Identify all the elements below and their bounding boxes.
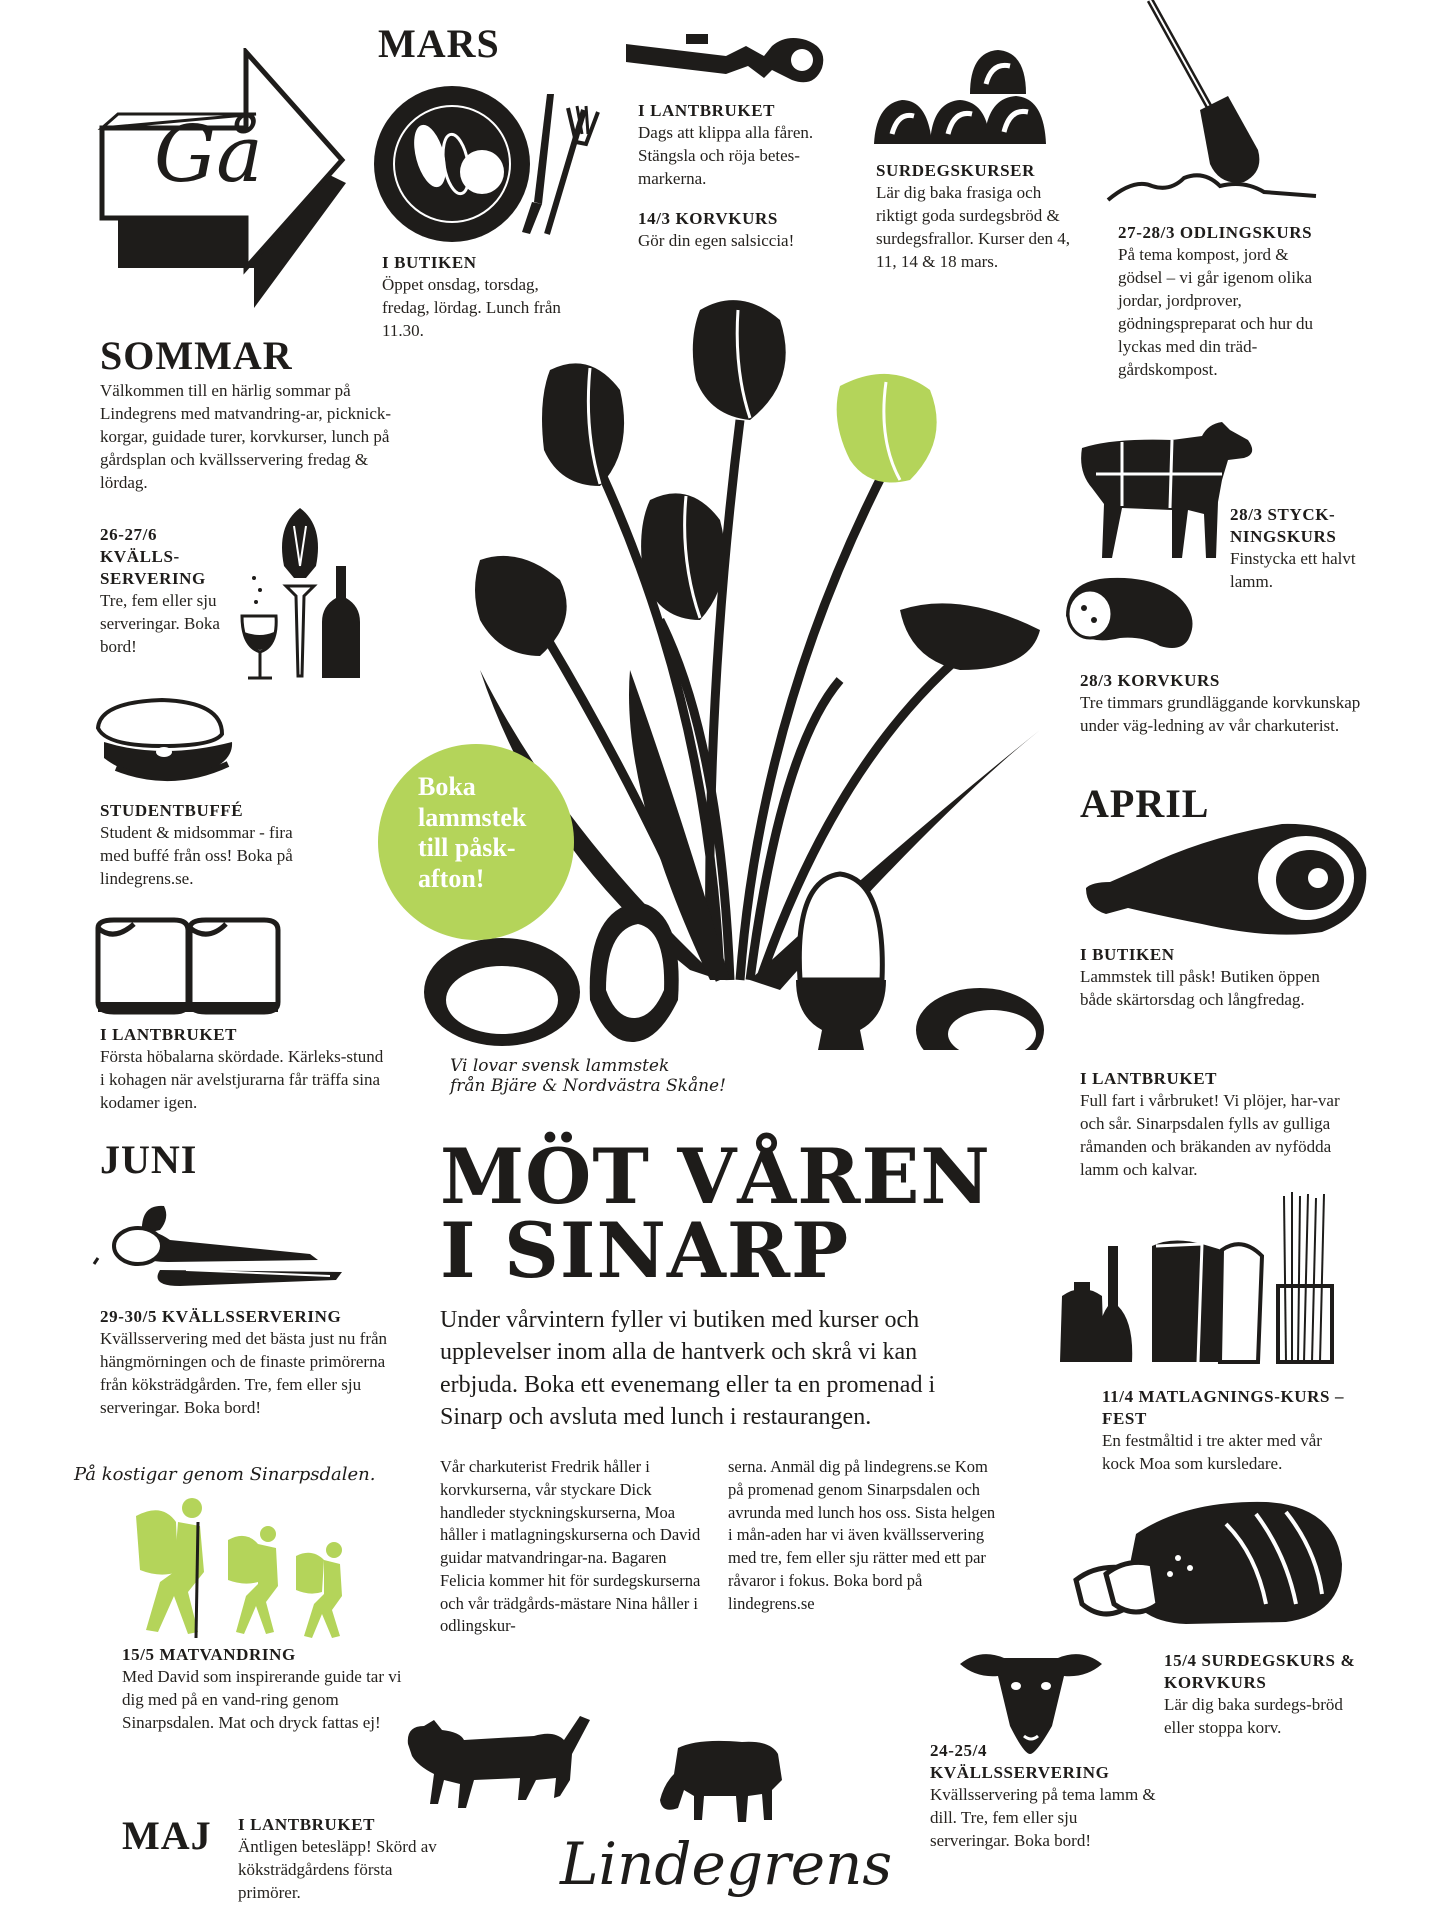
hay-bales-icon — [94, 916, 284, 1016]
event-text: Första höbalarna skördade. Kärleks-stund i kohagen när avelstjurarna får träffa sina kodamer igen. — [100, 1047, 384, 1112]
sommar-intro-text: Välkommen till en härlig sommar på Lindegrens med matvandring-ar, picknick-korgar, guidade turer, korvkurser, lunch på gårdsplan och kvällsservering fredag & lördag. — [100, 381, 392, 492]
event-title: 27-28/3 ODLINGSKURS — [1118, 223, 1313, 242]
bread-loaf-icon — [1066, 1494, 1346, 1634]
event-text: Gör din egen salsiccia! — [638, 231, 795, 251]
go-sign-text: Gå — [154, 110, 263, 200]
event-title: I LANTBRUKET — [100, 1025, 238, 1044]
event-mars-lantbruk — [638, 100, 838, 191]
plate-cutlery-icon — [372, 84, 612, 254]
event-kvallsservering-29-30-5 — [100, 1306, 400, 1420]
tulip-caption-line-2: från Bjäre & Nordvästra Skåne! — [450, 1076, 726, 1096]
event-text: Finstycka ett halvt lamm. — [1230, 549, 1356, 592]
event-title: 26-27/6 KVÄLLS-SERVERING — [100, 525, 206, 589]
event-text: Tre, fem eller sju serveringar. Boka bord! — [100, 591, 220, 657]
event-text: Lär dig baka surdegs-bröd eller stoppa korv. — [1164, 1695, 1343, 1738]
event-matlagningskurs — [1102, 1386, 1352, 1476]
event-text: På tema kompost, jord & gödsel – vi går igenom olika jordar, jordprover, gödningspreparat och hur du lyckas med din träd-gårdskompost. — [1118, 245, 1313, 379]
event-text: Äntligen betesläpp! Skörd av köksträdgårdens första primörer. — [238, 1837, 437, 1902]
month-april: APRIL — [1080, 781, 1210, 826]
event-surdegskurser — [876, 160, 1081, 274]
hero-title-line-1: MÖT VÅREN — [440, 1132, 991, 1221]
event-korvkurs-28-3 — [1080, 670, 1370, 738]
event-april-lantbruk — [1080, 1068, 1360, 1182]
event-title: 28/3 KORVKURS — [1080, 671, 1220, 690]
event-text: Full fart i vårbruket! Vi plöjer, har-var och sår. Sinarpsdalen fylls av gulliga råmanden och bräkanden av nyfödda lamm och kalvar. — [1080, 1091, 1340, 1179]
lammstek-badge-text: Boka lammstek till påsk-afton! — [418, 772, 527, 894]
event-surdegskurs-korvkurs — [1164, 1650, 1364, 1740]
wine-glass-bottle-icon — [236, 506, 366, 682]
event-text: Lammstek till påsk! Butiken öppen både skärtorsdag och långfredag. — [1080, 967, 1320, 1010]
shovel-icon — [1104, 0, 1324, 206]
kitchen-items-icon — [1052, 1186, 1342, 1372]
event-kvallsservering-26-27-6 — [100, 524, 240, 659]
event-text: Dags att klippa alla fåren. Stängsla och röja betes-markerna. — [638, 123, 814, 188]
hero-intro: Under vårvintern fyller vi butiken med kurser och upplevelser inom alla de hantverk och skrå vi kan erbjuda. Boka ett evenemang eller ta en promenad i Sinarp och avsluta med lunch i restaurangen. — [440, 1307, 936, 1431]
hero-column-1: Vår charkuterist Fredrik håller i korvkurserna, vår styckare Dick handleder styckningskurserna, Moa håller i matlagningskurserna och David guidar matvandringar-na. Bagaren Felicia kommer hit för surdegskurserna och vår trädgårds-mästare Nina håller i odlingskur- — [440, 1457, 701, 1636]
tulip-caption-line-1: Vi lovar svensk lammstek — [450, 1056, 670, 1076]
event-title: I LANTBRUKET — [238, 1815, 376, 1834]
event-text: Student & midsommar - fira med buffé från oss! Boka på lindegrens.se. — [100, 823, 293, 888]
event-odlingskurs — [1118, 222, 1333, 382]
sommar-intro — [100, 380, 392, 495]
event-styckningskurs — [1230, 504, 1380, 594]
event-text: Med David som inspirerande guide tar vi dig med på en vand-ring genom Sinarpsdalen. Mat och dryck fattas ej! — [122, 1667, 402, 1732]
month-maj: MAJ — [122, 1813, 212, 1858]
cow-icon — [658, 1734, 788, 1834]
month-juni: JUNI — [100, 1137, 198, 1182]
event-title: SURDEGSKURSER — [876, 161, 1035, 180]
sausage-icon — [1060, 574, 1200, 654]
event-title: 14/3 KORVKURS — [638, 209, 778, 228]
event-text: Kvällsservering med det bästa just nu från hängmörningen och de finaste primörerna från köksträdgården. Tre, fem eller sju serveringar. Boka bord! — [100, 1329, 388, 1417]
event-title: I LANTBRUKET — [1080, 1069, 1218, 1088]
event-maj-lantbruk — [238, 1814, 438, 1905]
event-studentbuffe — [100, 800, 310, 891]
event-lantbruk-juni — [100, 1024, 390, 1115]
month-mars: MARS — [378, 21, 500, 66]
event-title: STUDENTBUFFÉ — [100, 801, 244, 820]
hero-title — [440, 1132, 1040, 1296]
event-text: Öppet onsdag, torsdag, fredag, lördag. Lunch från 11.30. — [382, 275, 561, 340]
student-cap-icon — [92, 698, 242, 786]
month-sommar: SOMMAR — [100, 333, 293, 378]
event-april-butik — [1080, 944, 1350, 1012]
event-text: En festmåltid i tre akter med vår kock Moa som kursledare. — [1102, 1431, 1322, 1474]
hero-column-2: serna. Anmäl dig på lindegrens.se Kom på promenad genom Sinarpsdalen och avrunda med lunch hos oss. Sista helgen i mån-aden har vi även kvällsservering med tre, fem eller sju rätter med ett par råvaror i fokus. Boka bord på lindegrens.se — [728, 1457, 996, 1613]
lindegrens-logo: Lindegrens — [560, 1830, 893, 1898]
event-title: 15/4 SURDEGSKURS & KORVKURS — [1164, 1651, 1356, 1693]
event-title: I LANTBRUKET — [638, 101, 776, 120]
event-text: Lär dig baka frasiga och riktigt goda surdegsbröd & surdegsfrallor. Kurser den 4, 11, 14 & 18 mars. — [876, 183, 1071, 271]
event-title: 28/3 STYCK-NINGSKURS — [1230, 505, 1337, 547]
calf-icon — [404, 1700, 604, 1820]
go-arrow-sign — [96, 48, 356, 318]
sourdough-buns-icon — [872, 44, 1062, 154]
event-title: 24-25/4 KVÄLLSSERVERING — [930, 1741, 1110, 1783]
tulip-caption — [450, 1056, 770, 1096]
ham-icon — [1082, 818, 1372, 938]
shears-icon — [616, 26, 836, 96]
event-text: Kvällsservering på tema lamm & dill. Tre, fem eller sju serveringar. Boka bord! — [930, 1785, 1156, 1851]
event-korvkurs-14-3 — [638, 208, 838, 253]
hero-title-line-2: I SINARP — [440, 1206, 850, 1296]
hike-caption: På kostigar genom Sinarpsdalen. — [74, 1464, 376, 1485]
tulip-bouquet-illustration — [420, 290, 1060, 1050]
event-title: 15/5 MATVANDRING — [122, 1645, 296, 1664]
event-title: 11/4 MATLAGNINGS-KURS – FEST — [1102, 1387, 1345, 1429]
event-title: I BUTIKEN — [1080, 945, 1175, 964]
event-title: 29-30/5 KVÄLLSSERVERING — [100, 1307, 342, 1326]
radish-carrots-icon — [90, 1200, 350, 1300]
event-matvandring — [122, 1644, 402, 1735]
event-title: I BUTIKEN — [382, 253, 477, 272]
event-kvallsservering-24-25-4 — [930, 1740, 1160, 1853]
event-text: Tre timmars grundläggande korvkunskap under väg-ledning av vår charkuterist. — [1080, 693, 1361, 736]
hikers-icon — [116, 1492, 356, 1642]
